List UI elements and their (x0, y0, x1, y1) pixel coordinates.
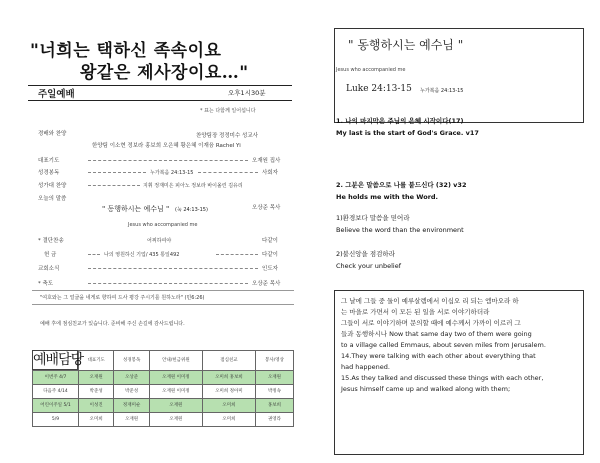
table-cell: 오미희 (202, 399, 255, 413)
dotted-leader (88, 268, 258, 269)
passage-line: had happened. (341, 363, 390, 371)
order-label: 성가대 찬양 (38, 183, 67, 189)
row-date: 5/9 (33, 413, 79, 427)
table-cell: 오재원 (79, 371, 114, 385)
order-who: 인도자 (262, 266, 278, 272)
order-value: 나의 영원하신 기업/ 435 통일492 (104, 252, 180, 258)
subpoint-1-english: Believe the word than the environment (336, 226, 464, 234)
dotted-leader (88, 283, 248, 284)
table-cell: 오재원 (149, 413, 202, 427)
service-time: 오후1시30분 (228, 89, 266, 97)
table-cell: 오재원 (114, 413, 149, 427)
passage-line: Jesus himself came up and walked along with them; (341, 385, 511, 393)
dotted-leader (216, 254, 258, 255)
motto-line-1: "너희는 택하신 족속이요 (30, 41, 222, 61)
dotted-leader (88, 160, 248, 161)
table-cell: 홍보희 (255, 399, 293, 413)
subpoint-2-english: Check your unbelief (336, 262, 402, 270)
passage-line: 14.They were talking with each other about everything that (341, 352, 536, 360)
order-who: 찬양팀장 정정미수 성교사 (196, 133, 258, 139)
table-cell: 오상준 (114, 371, 149, 385)
column-header: 성경봉독 (114, 351, 149, 371)
passage-line: 15.As they talked and discussed these things with each other, (341, 374, 544, 382)
scripture-ref-english: Luke 24:13-15 (346, 84, 412, 94)
order-who: 사회자 (262, 170, 278, 176)
sermon-title-right: " 동행하시는 예수님 " (348, 38, 464, 52)
order-label: 대표기도 (38, 158, 60, 164)
passage-line: 는 마을로 가면서 이 모든 된 일을 서로 이야기하더라 (341, 308, 490, 316)
table-cell: 오재원 (149, 399, 202, 413)
dotted-leader (88, 254, 100, 255)
point-1-english: My last is the start of God's Grace. v17 (336, 129, 479, 137)
sermon-english-title: Jesus who accompanied me (128, 222, 198, 228)
order-label: 경배와 찬양 (38, 131, 67, 137)
table-cell: 오미희 (79, 413, 114, 427)
sermon-english-title-right: Jesus who accompanied me (336, 67, 406, 73)
subpoint-2-korean: 2)불신앙을 점검하라 (336, 250, 395, 258)
passage-line: 그 날에 그들 중 둘이 예루살렘에서 이십오 리 되는 엠마오라 하 (341, 297, 519, 305)
service-name: 주일예배 (38, 89, 75, 100)
order-label: 헌 금 (44, 252, 57, 258)
benediction-quote: "여호와는 그 얼굴을 네게로 향하여 드사 평강 주시기를 원하노라" (민6:26) (40, 295, 205, 301)
order-label: 성경봉독 (38, 170, 60, 176)
table-cell: 박준성 (79, 385, 114, 399)
table-cell: 오미희 홍보희 (202, 371, 255, 385)
table-row (33, 385, 294, 399)
subpoint-1-korean: 1)환경보다 말씀을 믿어라 (336, 214, 410, 222)
point-2-english: He holds me with the Word. (336, 193, 439, 201)
order-label: 교회소식 (38, 266, 60, 272)
passage-line: 그들이 서로 이야기하며 문의할 때에 예수께서 가까이 이르러 그 (341, 319, 521, 327)
scripture-ref-korean: 누가복음 24:13-15 (420, 88, 464, 94)
table-cell: 이성진 (79, 399, 114, 413)
order-who: 오상준 목사 (252, 281, 281, 287)
fellowship-notice: 예배 후에 점심친교가 있습니다. 준비해 주신 손길에 감사드립니다. (40, 321, 185, 327)
passage-line: 들과 동행하시나 Now that same day two of them were going (341, 330, 532, 338)
row-date: 어린이주일 5/1 (33, 399, 79, 413)
table-cell: 오재원 이미정 (149, 371, 202, 385)
sermon-title: " 동행하시는 예수님 " (102, 205, 170, 213)
divider (32, 290, 294, 291)
order-who: 다같이 (262, 238, 278, 244)
row-date: 다음주 4/14 (33, 385, 79, 399)
motto-line-2: 왕같은 제사장이요…" (80, 63, 249, 83)
table-cell: 정재미순 (114, 399, 149, 413)
worship-team-logo: 예배담당 (33, 352, 84, 368)
order-who: 한양팀 이소현 정보라 홍보희 오은혜 황은혜 이재융 Rachel Yi (92, 143, 241, 149)
table-row (33, 399, 294, 413)
row-date: 이번주 4/7 (33, 371, 79, 385)
order-value: 지휘 정재미은 피아노 정보라 바이올린 김유리 (143, 183, 243, 189)
table-cell: 오미희 정아미 (202, 385, 255, 399)
order-value: 어찌하여야 (147, 238, 172, 244)
standing-note: * 표는 다함께 일어섭니다 (200, 108, 256, 114)
table-cell: 권영라 (255, 413, 293, 427)
order-who: 오재원 집사 (252, 158, 281, 164)
table-row (33, 413, 294, 427)
dotted-leader (88, 172, 146, 173)
point-2-korean: 2. 그분은 말씀으로 나를 붙드신다 (32) v32 (336, 181, 467, 189)
table-cell: 오재원 (255, 371, 293, 385)
divider (32, 304, 294, 305)
dotted-leader (198, 172, 258, 173)
table-cell: 오미희 (202, 413, 255, 427)
column-header: 안내/헌금위원 (149, 351, 202, 371)
order-label: * 축도 (38, 281, 54, 287)
order-value: 누가복음 24:13-15 (150, 170, 194, 176)
table-cell: 오재원 이미정 (149, 385, 202, 399)
order-who: 다같이 (262, 252, 278, 258)
column-header: 점심친교 (202, 351, 255, 371)
table-cell: 박정속 (255, 385, 293, 399)
table-row (33, 371, 294, 385)
order-who: 오상준 목사 (252, 205, 281, 211)
table-cell: 박준성 (114, 385, 149, 399)
column-header: 봉사/영상 (255, 351, 293, 371)
dotted-leader (88, 185, 140, 186)
column-header: 대표기도 (79, 351, 114, 371)
order-label: * 결단찬송 (38, 238, 64, 244)
sermon-ref: (눅 24:13-15) (175, 207, 208, 213)
passage-line: to a village called Emmaus, about seven miles from Jerusalem. (341, 341, 546, 349)
point-1-korean: 1. 나의 마지막은 주님의 은혜 시작이다(17) (336, 117, 464, 125)
order-label: 오늘의 말씀 (38, 196, 67, 202)
